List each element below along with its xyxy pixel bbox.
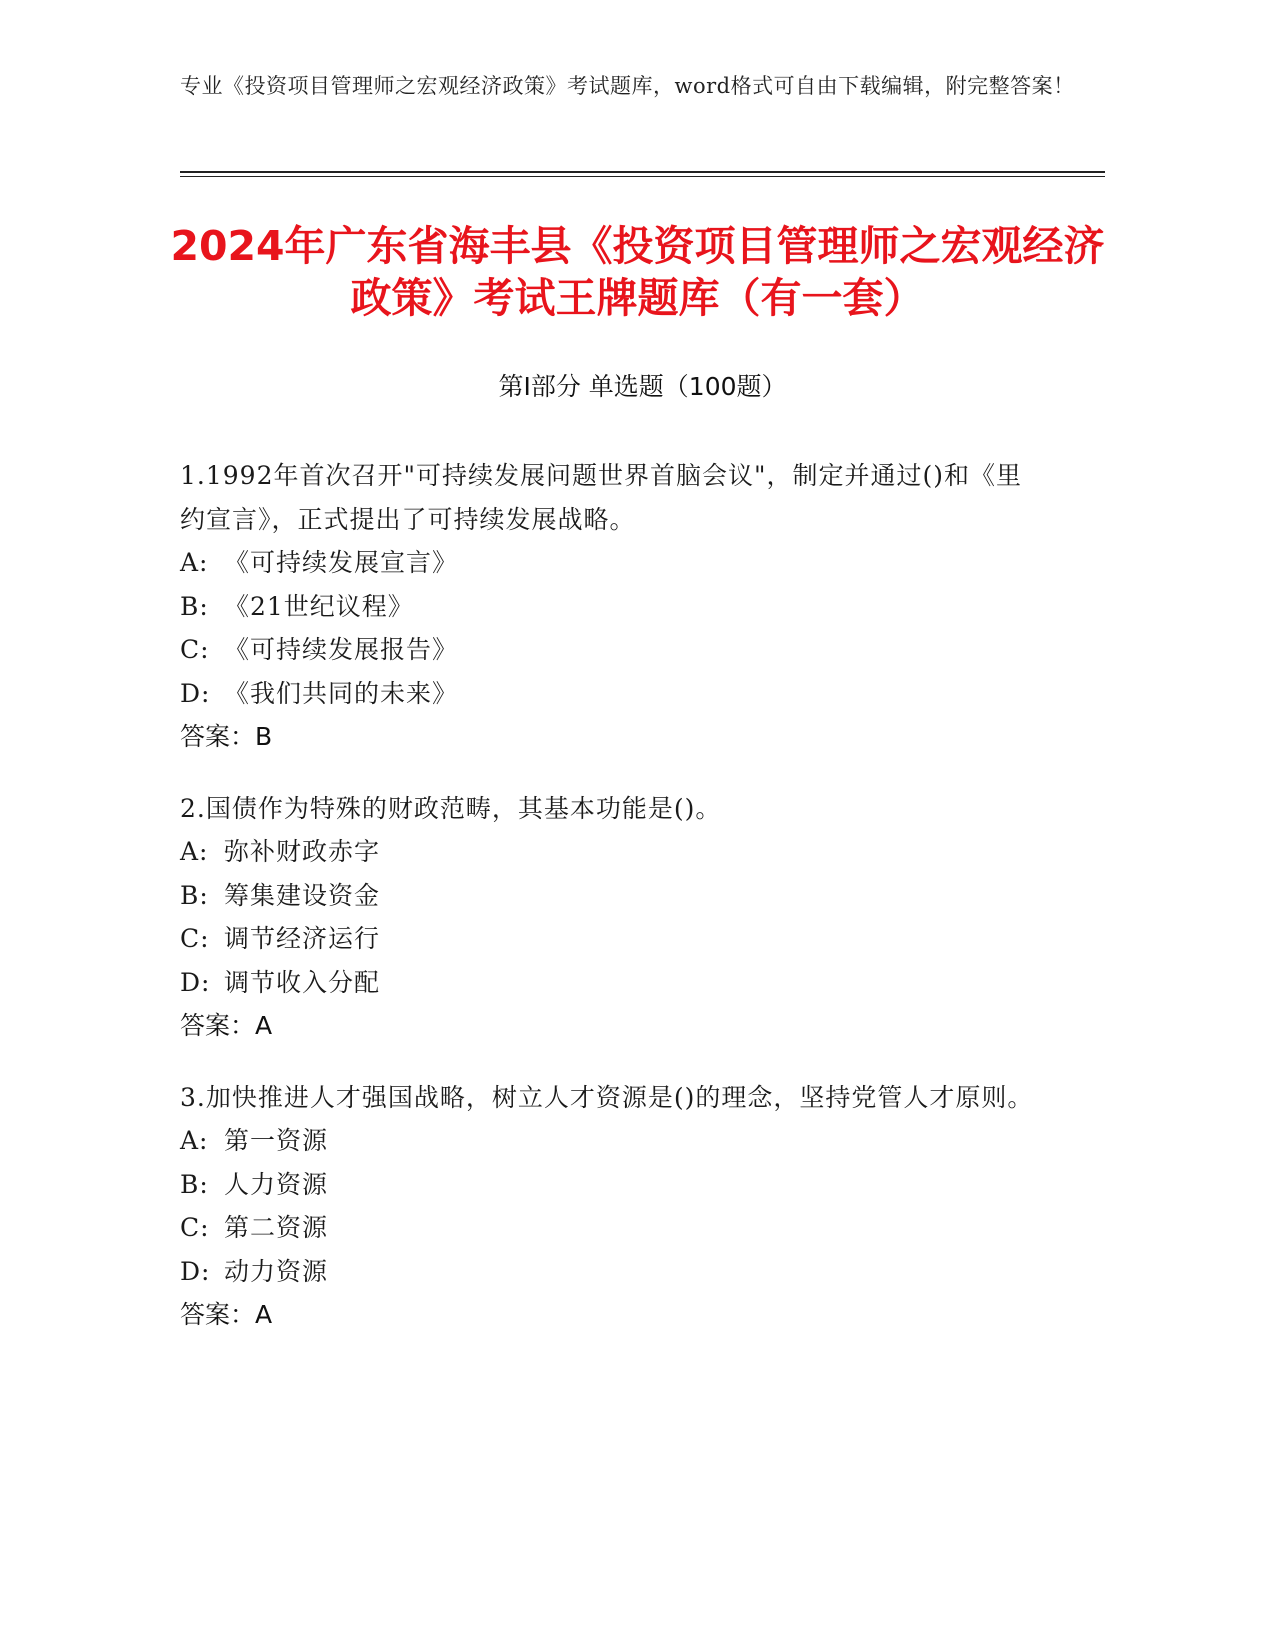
document-title: 2024年广东省海丰县《投资项目管理师之宏观经济政策》考试王牌题库（有一套） bbox=[170, 222, 1105, 322]
question-2 bbox=[180, 787, 1040, 1048]
option-text: 《我们共同的未来》 bbox=[224, 678, 459, 708]
option-key: D: bbox=[180, 967, 211, 997]
option-key: C: bbox=[180, 1213, 210, 1242]
question-list bbox=[180, 454, 1040, 1365]
option-d bbox=[180, 1250, 1040, 1294]
answer: 答案：A bbox=[180, 1011, 273, 1040]
option-b bbox=[180, 1163, 1040, 1207]
option-d bbox=[180, 961, 1040, 1005]
answer: 答案：B bbox=[180, 722, 273, 751]
section-title: 第I部分 单选题（100题） bbox=[498, 372, 787, 401]
option-key: C: bbox=[180, 635, 210, 664]
option-a bbox=[180, 1119, 1040, 1163]
option-c bbox=[180, 628, 1040, 672]
option-text: 动力资源 bbox=[224, 1256, 329, 1286]
option-key: D: bbox=[180, 678, 211, 708]
option-a bbox=[180, 541, 1040, 585]
question-stem: 2.国债作为特殊的财政范畴，其基本功能是()。 bbox=[180, 793, 722, 823]
option-text: 调节经济运行 bbox=[224, 924, 381, 953]
option-text: 调节收入分配 bbox=[224, 967, 381, 997]
option-text: 第一资源 bbox=[224, 1126, 329, 1155]
option-key: A: bbox=[180, 837, 209, 866]
header-rule-thin bbox=[180, 176, 1105, 177]
header-note: 专业《投资项目管理师之宏观经济政策》考试题库，word格式可自由下载编辑，附完整答案！ bbox=[180, 74, 1075, 98]
option-key: B: bbox=[180, 880, 209, 910]
option-text: 筹集建设资金 bbox=[224, 880, 381, 910]
answer: 答案：A bbox=[180, 1300, 273, 1329]
question-3 bbox=[180, 1076, 1040, 1337]
option-text: 人力资源 bbox=[224, 1169, 329, 1199]
option-key: B: bbox=[180, 1169, 209, 1199]
option-d bbox=[180, 672, 1040, 716]
question-stem: 3.加快推进人才强国战略，树立人才资源是()的理念，坚持党管人才原则。 bbox=[180, 1082, 1034, 1112]
question-1 bbox=[180, 454, 1040, 759]
header-rule-thick bbox=[180, 171, 1105, 173]
option-key: B: bbox=[180, 591, 209, 621]
option-text: 《21世纪议程》 bbox=[224, 591, 414, 621]
option-key: A: bbox=[180, 548, 209, 577]
option-b bbox=[180, 874, 1040, 918]
question-stem: 1.1992年首次召开"可持续发展问题世界首脑会议"，制定并通过()和《里约宣言》，正式提出了可持续发展战略。 bbox=[180, 461, 1022, 534]
option-c bbox=[180, 917, 1040, 961]
option-text: 《可持续发展宣言》 bbox=[224, 548, 459, 577]
option-a bbox=[180, 830, 1040, 874]
option-key: D: bbox=[180, 1256, 211, 1286]
option-b bbox=[180, 585, 1040, 629]
option-text: 《可持续发展报告》 bbox=[224, 635, 459, 664]
option-key: A: bbox=[180, 1126, 209, 1155]
option-key: C: bbox=[180, 924, 210, 953]
option-text: 弥补财政赤字 bbox=[224, 837, 381, 866]
option-text: 第二资源 bbox=[224, 1213, 329, 1242]
option-c bbox=[180, 1206, 1040, 1250]
